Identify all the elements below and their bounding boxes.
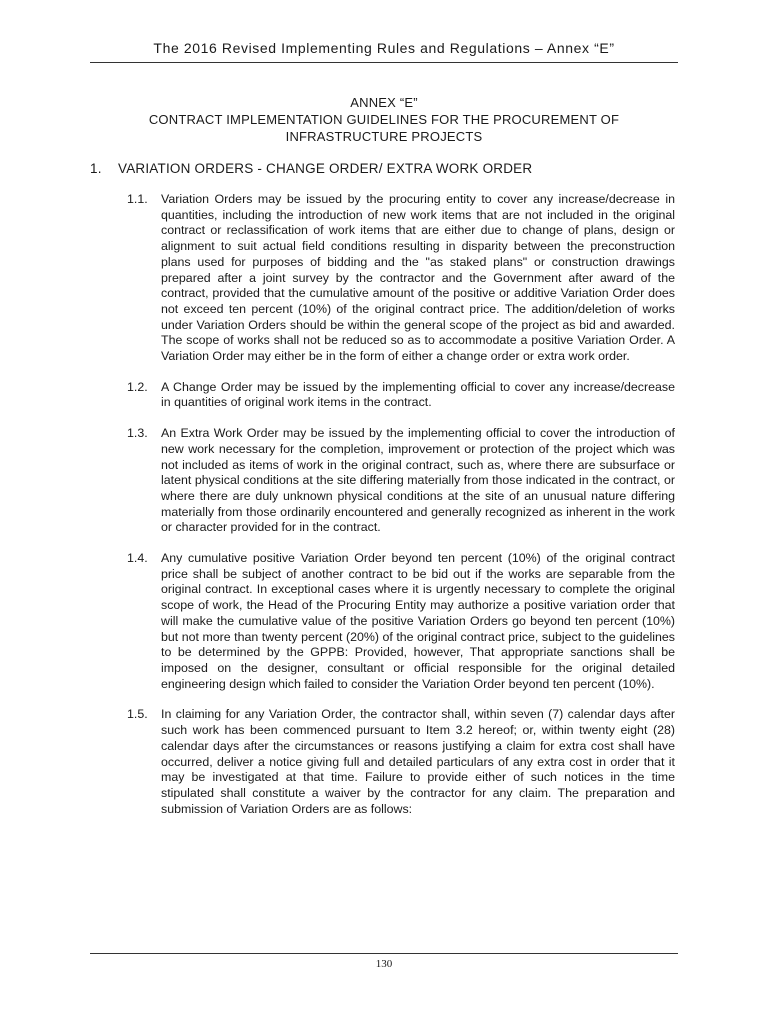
section-title: VARIATION ORDERS - CHANGE ORDER/ EXTRA WORK ORDER	[118, 161, 533, 176]
item-number: 1.5.	[127, 707, 148, 722]
annex-title-line-3: INFRASTRUCTURE PROJECTS	[285, 129, 483, 144]
section-number: 1.	[90, 161, 102, 176]
footer-rule	[90, 953, 678, 954]
item-text: A Change Order may be issued by the implementing official to cover any increase/decrease in quantities of original work items in the contract.	[161, 379, 675, 410]
item-text: In claiming for any Variation Order, the contractor shall, within seven (7) calendar days after such work has been commenced pursuant to Item 3.2 hereof; or, within twenty eight (28) calendar days after the circumstances or reasons justifying a claim for extra cost shall have occurred, deliver a notice giving full and detailed particulars of any extra cost in order that it may be investigated at that time. Failure to provide either of such notices in the time stipulated shall constitute a waiver by the contractor for any claim. The preparation and submission of Variation Orders are as follows:	[161, 707, 675, 816]
list-item	[127, 707, 675, 817]
item-text: Any cumulative positive Variation Order beyond ten percent (10%) of the original contract price shall be subject of another contract to be bid out if the works are separable from the original contract. In exceptional cases where it is urgently necessary to complete the original scope of work, the Head of the Procuring Entity may authorize a positive variation order that will make the cumulative value of the positive Variation Orders go beyond ten percent (10%) but not more than twenty percent (20%) of the original contract price, subject to the guidelines to be determined by the GPPB: Provided, however, That appropriate sanctions shall be imposed on the designer, consultant or official responsible for the original detailed engineering design which failed to consider the Variation Order beyond ten percent (10%).	[161, 551, 675, 691]
header-rule	[90, 62, 678, 63]
item-number: 1.3.	[127, 426, 148, 441]
item-number: 1.4.	[127, 551, 148, 566]
item-number: 1.2.	[127, 379, 148, 394]
list-item	[127, 551, 675, 692]
annex-title-line-1: ANNEX “E”	[350, 95, 418, 110]
item-list	[127, 192, 675, 832]
list-item	[127, 192, 675, 365]
list-item	[127, 380, 675, 411]
item-number: 1.1.	[127, 192, 148, 206]
item-text: An Extra Work Order may be issued by the implementing official to cover the introduction of new work necessary for the completion, improvement or protection of the project which was not included as items of work in the original contract, such as, where there are subsurface or latent physical conditions at the site differing materially from those indicated in the contract, or where there are duly unknown physical conditions at the site of an unusual nature differing materially from those ordinarily encountered and generally recognized as inherent in the work or character provided for in the contract.	[161, 426, 675, 535]
running-header: The 2016 Revised Implementing Rules and Regulations – Annex “E”	[153, 40, 615, 56]
item-text: Variation Orders may be issued by the procuring entity to cover any increase/decrease in quantities, including the introduction of new work items that are not included in the original contract or reclassification of work items that are either due to change of plans, design or alignment to suit actual field conditions resulting in disparity between the preconstruction plans used for purposes of bidding and the "as staked plans" or construction drawings prepared after a joint survey by the contractor and the Government after award of the contract, provided that the cumulative amount of the positive or additive Variation Order does not exceed ten percent (10%) of the original contract price. The addition/deletion of works under Variation Orders should be within the general scope of the project as bid and awarded. The scope of works shall not be reduced so as to accommodate a positive Variation Order. A Variation Order may either be in the form of either a change order or extra work order.	[161, 192, 675, 364]
page-number: 130	[375, 958, 393, 970]
annex-title	[90, 94, 678, 145]
annex-title-line-2: CONTRACT IMPLEMENTATION GUIDELINES FOR THE PROCUREMENT OF	[148, 112, 620, 127]
list-item	[127, 426, 675, 536]
